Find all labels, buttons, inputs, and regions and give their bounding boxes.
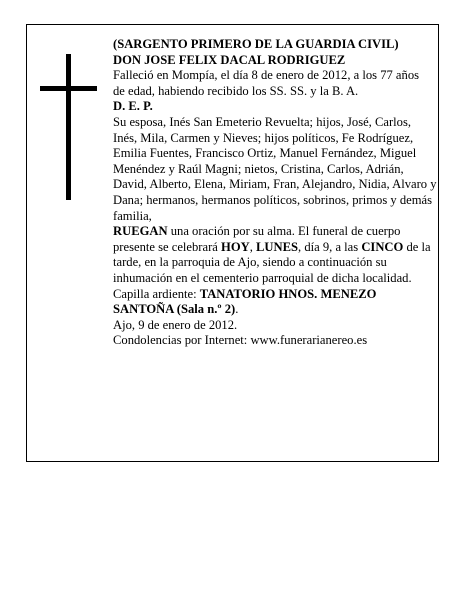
condolences-line: Condolencias por Internet: www.funerarianereo.es	[113, 333, 368, 348]
obituary-text	[113, 37, 437, 349]
dep-line: D. E. P.	[113, 99, 153, 114]
chapel-place: TANATORIO HNOS. MENEZO SANTOÑA (Sala n.º 2)	[113, 286, 377, 317]
funeral-comma: ,	[249, 239, 257, 254]
hoy-text: HOY	[221, 239, 250, 254]
date-line: Ajo, 9 de enero de 2012.	[113, 317, 238, 332]
family-paragraph: Su esposa, Inés San Emeterio Revuelta; hijos, José, Carlos, Inés, Mila, Carmen y Nieves; hijos políticos, Fe Rodríguez, Emilia Fuentes, Francisco Ortiz, Manuel Fernández, Miguel Menéndez y Raúl Magni; nietos, Cristina, Carlos, Adrián, David, Alberto, Elena, Miriam, Fran, Alejandro, Nidia, Alvaro y Dana; hermanos, hermanos políticos, sobrinos, primos y demás familia,	[113, 114, 437, 223]
funeral-text-3: de la tarde, en la parroquia de Ajo, siendo a continuación su inhumación en el cementerio parroquial de dicha localidad.	[113, 239, 431, 285]
chapel-label: Capilla ardiente:	[113, 286, 200, 301]
lunes-text: LUNES	[256, 239, 299, 254]
funeral-paragraph	[113, 224, 437, 286]
cinco-text: CINCO	[361, 239, 404, 254]
chapel-end: .	[235, 302, 239, 317]
deceased-name: DON JOSE FELIX DACAL RODRIGUEZ	[113, 52, 346, 67]
rank-title: (SARGENTO PRIMERO DE LA GUARDIA CIVIL)	[113, 37, 399, 51]
funeral-text-2: , día 9, a las	[298, 239, 362, 254]
chapel-line	[113, 287, 437, 318]
cross-vertical-bar	[66, 54, 71, 200]
ruegan-text: RUEGAN	[113, 224, 168, 239]
obituary-notice	[26, 24, 439, 462]
cross-horizontal-bar	[40, 86, 97, 91]
funeral-text-1: una oración por su alma. El funeral de cuerpo presente se celebrará	[113, 224, 401, 254]
sacraments-statement: de edad, habiendo recibido los SS. SS. y la B. A.	[113, 83, 359, 98]
cross-icon	[40, 54, 97, 200]
death-statement: Falleció en Mompía, el día 8 de enero de 2012, a los 77 años	[113, 68, 420, 83]
